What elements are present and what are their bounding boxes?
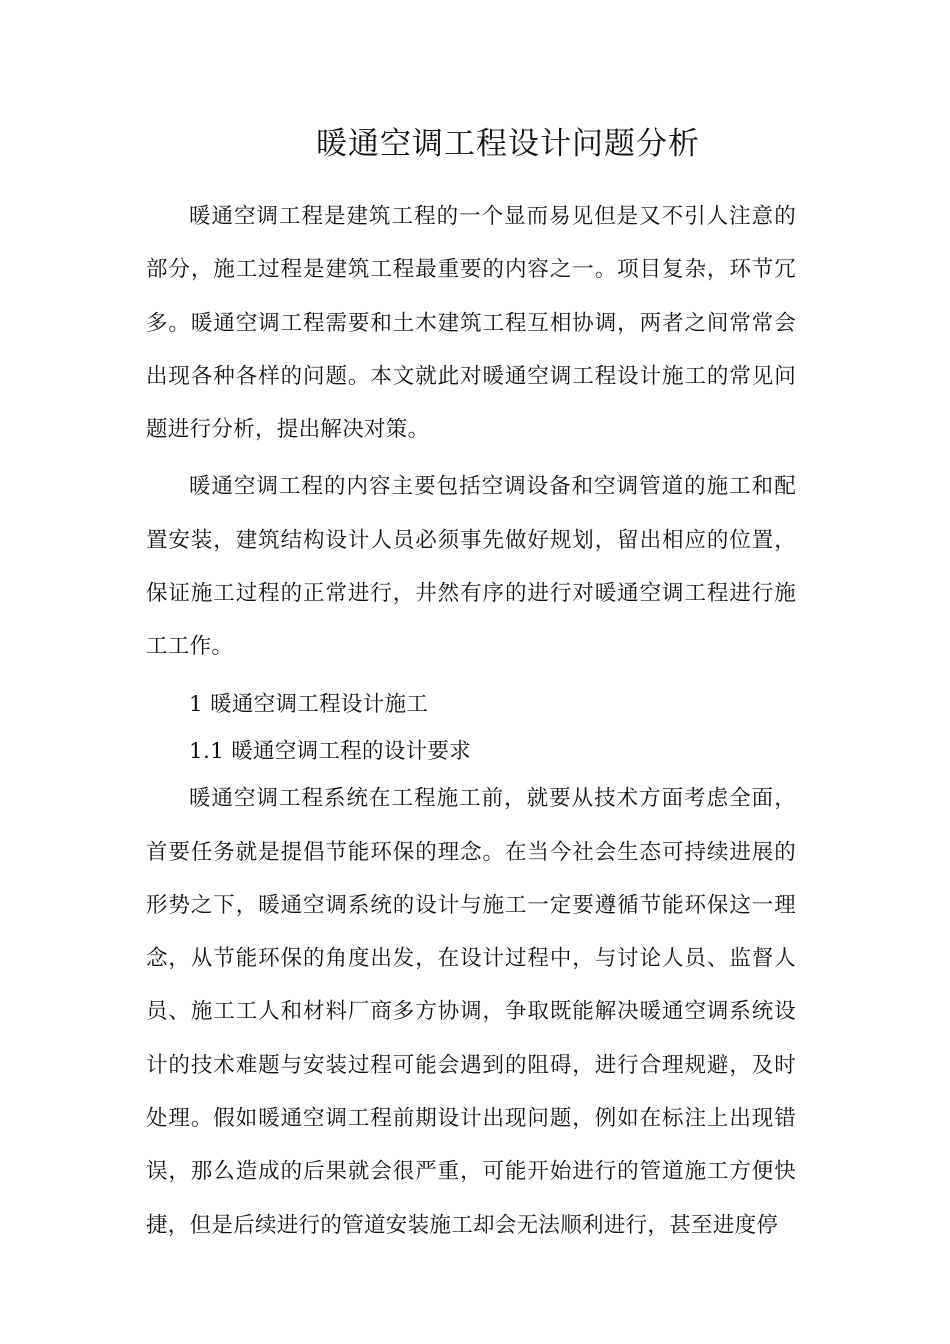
- paragraph-design-requirements: 暖通空调工程系统在工程施工前，就要从技术方面考虑全面，首要任务就是提倡节能环保的理念。在当今社会生态可持续进展的形势之下，暖通空调系统的设计与施工一定要遵循节能环保这一理念，从节能环保的角度出发，在设计过程中，与讨论人员、监督人员、施工工人和材料厂商多方协调，争取既能解决暖通空调系统设计的技术难题与安装过程可能会遇到的阻碍，进行合理规避，及时处理。假如暖通空调工程前期设计出现问题，例如在标注上出现错误，那么造成的后果就会很严重，可能开始进行的管道施工方便快捷，但是后续进行的管道安装施工却会无法顺利进行，甚至进度停: [146, 786, 796, 1238]
- document-title: 暖通空调工程设计问题分析: [316, 126, 700, 162]
- paragraph-content: 暖通空调工程的内容主要包括空调设备和空调管道的施工和配置安装，建筑结构设计人员必须事先做好规划，留出相应的位置，保证施工过程的正常进行，井然有序的进行对暖通空调工程进行施工工作。: [146, 474, 796, 660]
- document-body: [146, 190, 796, 1256]
- subsection-heading: 1.1 暖通空调工程的设计要求: [189, 738, 472, 764]
- paragraph-intro: 暖通空调工程是建筑工程的一个显而易见但是又不引人注意的部分，施工过程是建筑工程最重要的内容之一。项目复杂，环节冗多。暖通空调工程需要和土木建筑工程互相协调，两者之间常常会出现各种各样的问题。本文就此对暖通空调工程设计施工的常见问题进行分析，提出解决对策。: [146, 204, 796, 443]
- section-heading: 1 暖通空调工程设计施工: [189, 691, 429, 717]
